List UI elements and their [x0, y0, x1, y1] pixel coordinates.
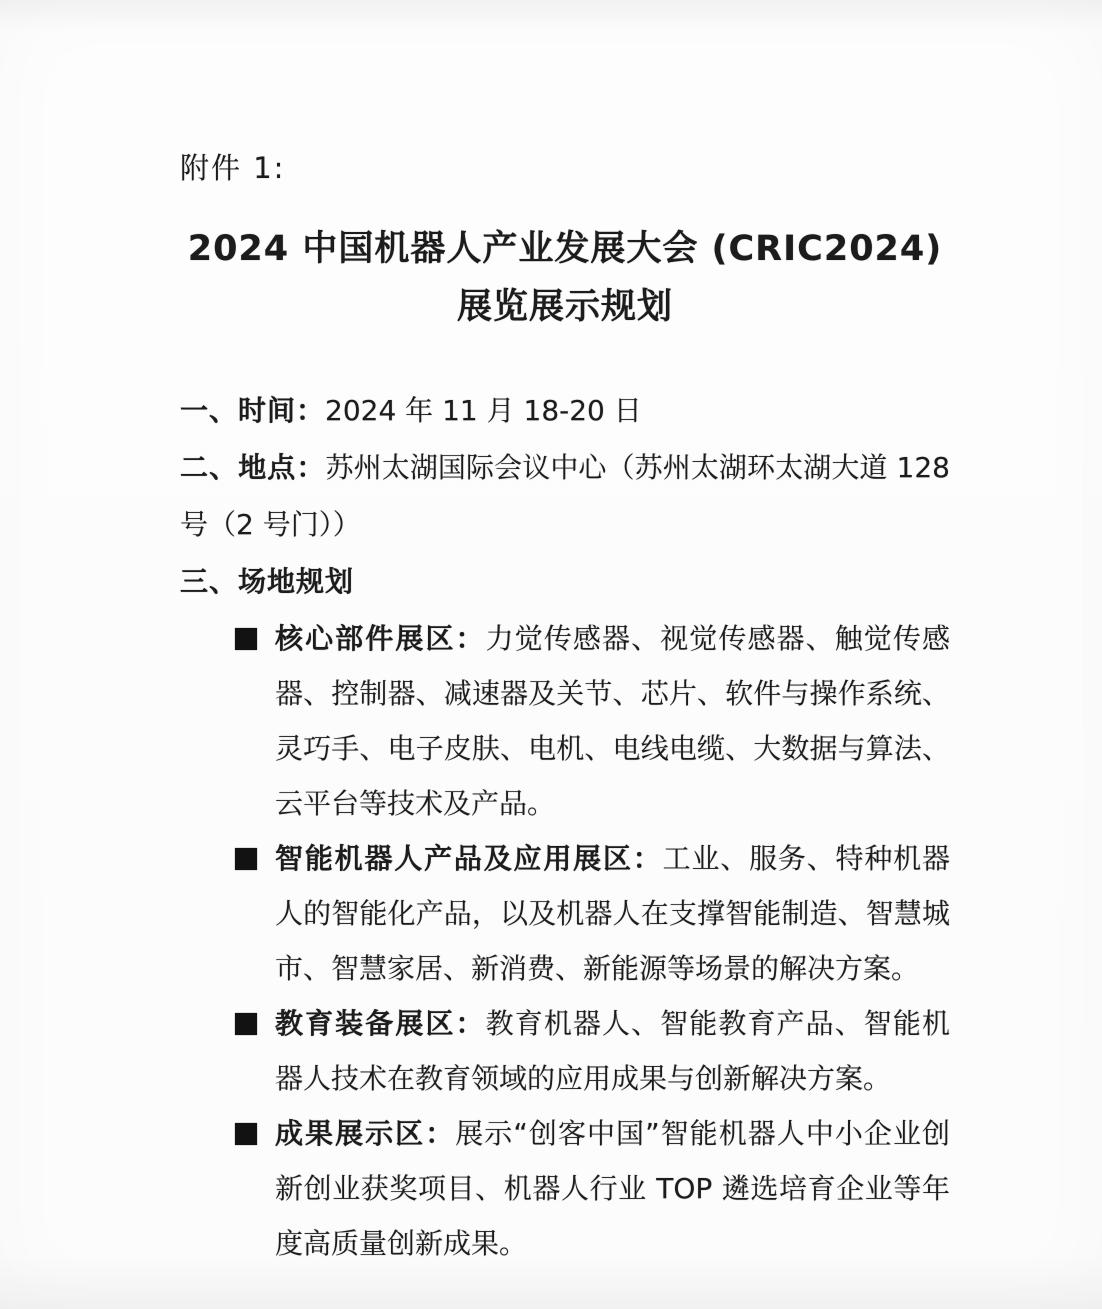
zone-achievements-display-description: 展示“创客中国”智能机器人中小企业创新创业获奖项目、机器人行业 TOP 遴选培育企业等年度高质量创新成果。	[275, 1117, 950, 1260]
numbered-sections	[180, 382, 950, 610]
bullet-square-icon	[235, 1123, 257, 1145]
zone-core-components	[180, 611, 950, 831]
zone-education-equipment	[180, 996, 950, 1106]
document-title-line2: 展览展示规划	[456, 287, 673, 327]
section-site-plan	[180, 553, 950, 610]
bullet-square-icon	[235, 628, 257, 650]
document-title-line1: 2024 中国机器人产业发展大会 (CRIC2024)	[187, 229, 943, 269]
document-title	[180, 220, 950, 336]
zone-education-equipment-heading: 教育装备展区：	[275, 1007, 486, 1040]
zone-intelligent-robot-products-text	[275, 831, 950, 996]
section-time-label: 一、时间：	[180, 394, 326, 427]
zone-core-components-description: 力觉传感器、视觉传感器、触觉传感器、控制器、减速器及关节、芯片、软件与操作系统、灵巧手、电子皮肤、电机、电线电缆、大数据与算法、云平台等技术及产品。	[275, 622, 950, 820]
section-location-text: 苏州太湖国际会议中心（苏州太湖环太湖大道 128 号（2 号门））	[180, 451, 950, 541]
zone-intelligent-robot-products	[180, 831, 950, 996]
attachment-label: 附件 1:	[180, 151, 286, 185]
zone-education-equipment-description: 教育机器人、智能教育产品、智能机器人技术在教育领域的应用成果与创新解决方案。	[275, 1007, 950, 1095]
zone-achievements-display-heading: 成果展示区：	[275, 1117, 456, 1150]
zone-core-components-heading: 核心部件展区：	[275, 622, 486, 655]
zone-intelligent-robot-products-heading: 智能机器人产品及应用展区：	[275, 842, 663, 875]
zone-achievements-display-text	[275, 1106, 950, 1271]
section-location	[180, 439, 950, 553]
zone-intelligent-robot-products-description: 工业、服务、特种机器人的智能化产品，以及机器人在支撑智能制造、智慧城市、智慧家居、新消费、新能源等场景的解决方案。	[275, 842, 950, 985]
section-time	[180, 382, 950, 439]
zone-education-equipment-text	[275, 996, 950, 1106]
exhibit-zone-list	[180, 611, 950, 1271]
bullet-square-icon	[235, 848, 257, 870]
zone-achievements-display	[180, 1106, 950, 1271]
bullet-square-icon	[235, 1013, 257, 1035]
section-time-text: 2024 年 11 月 18-20 日	[325, 394, 642, 427]
section-location-label: 二、地点：	[180, 451, 326, 484]
section-site-plan-label: 三、场地规划	[180, 565, 355, 598]
zone-core-components-text	[275, 611, 950, 831]
